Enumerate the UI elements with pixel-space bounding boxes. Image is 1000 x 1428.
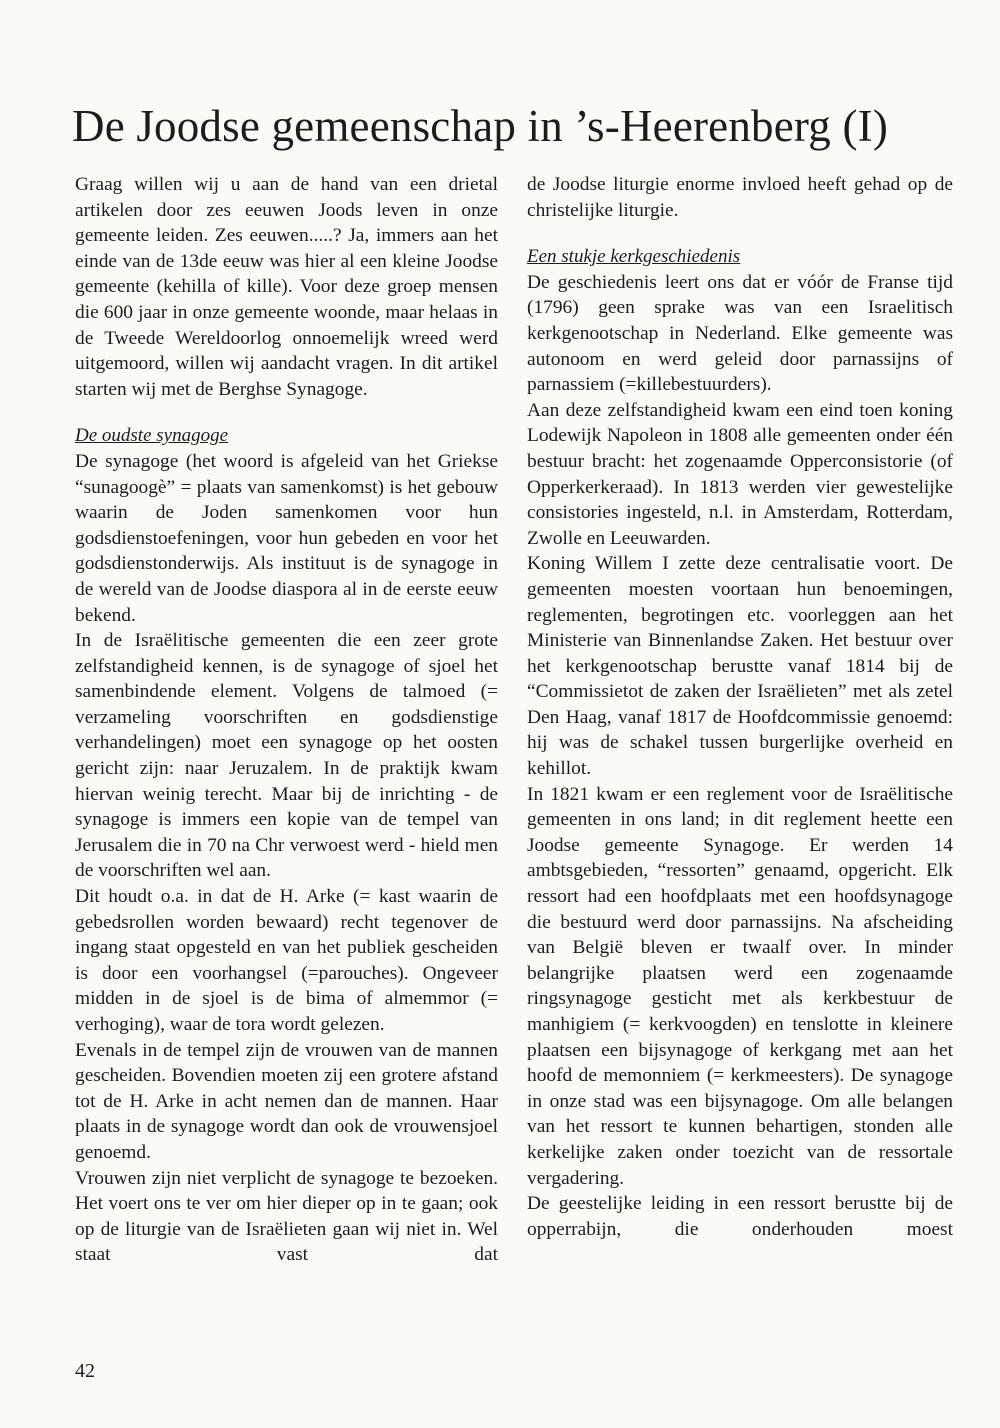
section-heading-kerkgeschiedenis: Een stukje kerkgeschiedenis [527, 246, 741, 268]
right-column [527, 172, 953, 1242]
continuation-paragraph: de Joodse liturgie enorme invloed heeft gehad op de christelijke liturgie. [527, 174, 953, 221]
body-paragraph: Dit houdt o.a. in dat de H. Arke (= kast waarin de gebedsrollen worden bewaard) recht tegenover de ingang staat opgesteld en van het publiek gescheiden is door een voorhangsel (=parouches). Ongeveer midden in de sjoel is de bima of almemmor (= verhoging), waar de tora wordt gelezen. [75, 886, 498, 1035]
body-paragraph: In de Israëlitische gemeenten die een zeer grote zelfstandigheid kennen, is de synagoge of sjoel het samenbindende element. Volgens de talmoed (= verzameling voorschriften en godsdienstige verhandelingen) moet een synagoge op het oosten gericht zijn: naar Jeruzalem. In de praktijk kwam hiervan weinig terecht. Maar bij de inrichting - de synagoge is immers een kopie van de tempel van Jerusalem die in 70 na Chr verwoest werd - hield men de voorschriften wel aan. [75, 630, 498, 882]
page-number: 42 [75, 1360, 95, 1382]
body-paragraph: Koning Willem I zette deze centralisatie voort. De gemeenten moesten voortaan hun benoemingen, reglementen, begrotingen etc. voorleggen aan het Ministerie van Binnenlandse Zaken. Het bestuur over het kerkgenootschap berustte vanaf 1814 bij de “Commissietot de zaken der Israëlieten” met als zetel Den Haag, vanaf 1817 de Hoofdcommissie genoemd: hij was de schakel tussen burgerlijke overheid en kehillot. [527, 553, 953, 780]
section-heading-oudste-synagoge: De oudste synagoge [75, 425, 229, 447]
body-paragraph: Vrouwen zijn niet verplicht de synagoge te bezoeken. Het voert ons te ver om hier dieper op in te gaan; ook op de liturgie van de Israëlieten gaan wij niet in. Wel staat vast dat [75, 1167, 498, 1266]
article-title: De Joodse gemeenschap in ’s-Heerenberg (I) [72, 101, 889, 151]
intro-paragraph: Graag willen wij u aan de hand van een drietal artikelen door zes eeuwen Joods leven in onze gemeente leiden. Zes eeuwen.....? Ja, immers aan het einde van de 13de eeuw was hier al een kleine Joodse gemeente (kehilla of kille). Voor deze groep mensen die 600 jaar in onze gemeente woonde, maar helaas in de Tweede Wereldoorlog onnoemelijk wreed werd uitgemoord, willen wij aandacht vragen. In dit artikel starten wij met de Berghse Synagoge. [75, 174, 498, 400]
body-paragraph: De geestelijke leiding in een ressort berustte bij de opperrabijn, die onderhouden moest [527, 1193, 953, 1240]
body-paragraph: Evenals in de tempel zijn de vrouwen van de mannen gescheiden. Bovendien moeten zij een grotere afstand tot de H. Arke in acht nemen dan de mannen. Haar plaats in de synagoge wordt dan ook de vrouwensjoel genoemd. [75, 1039, 498, 1163]
body-paragraph: In 1821 kwam er een reglement voor de Israëlitische gemeenten in ons land; in dit reglement heette een Joodse gemeente Synagoge. Er werden 14 ambtsgebieden, “ressorten” genaamd, opgericht. Elk ressort had een hoofdplaats met een hoofdsynagoge die bestuurd werd door parnassijns. Na afscheiding van België bleven er twaalf over. In minder belangrijke plaatsen werd een zogenaamde ringsynagoge gesticht met als kerkbestuur de manhigiem (= kerkvoogden) en tenslotte in kleinere plaatsen een bijsynagoge of kerkgang met aan het hoofd de memonniem (= kerkmeesters). De synagoge in onze stad was een bijsynagoge. Om alle belangen van het ressort te kunnen behartigen, stonden alle kerkelijke zaken onder toezicht van de ressortale vergadering. [527, 783, 953, 1189]
body-paragraph: Aan deze zelfstandigheid kwam een eind toen koning Lodewijk Napoleon in 1808 alle gemeenten onder één bestuur bracht: het zogenaamde Opperconsistorie (of Opperkerkeraad). In 1813 werden vier gewestelijke consistories ingesteld, n.l. in Amsterdam, Rotterdam, Zwolle en Leeuwarden. [527, 399, 953, 549]
body-paragraph: De geschiedenis leert ons dat er vóór de Franse tijd (1796) geen sprake was van een Israelitisch kerkgenootschap in Nederland. Elke gemeente was autonoom en werd geleid door parnassijns of parnassiem (=killebestuurders). [527, 271, 953, 396]
left-column [75, 172, 498, 1268]
body-paragraph: De synagoge (het woord is afgeleid van het Griekse “sunagoogè” = plaats van samenkomst) is het gebouw waarin de Joden samenkomen voor hun godsdienstoefeningen, voor hun gebeden en voor het godsdienstonderwijs. Als instituut is de synagoge in de wereld van de Joodse diaspora al in de eerste eeuw bekend. [75, 450, 498, 626]
